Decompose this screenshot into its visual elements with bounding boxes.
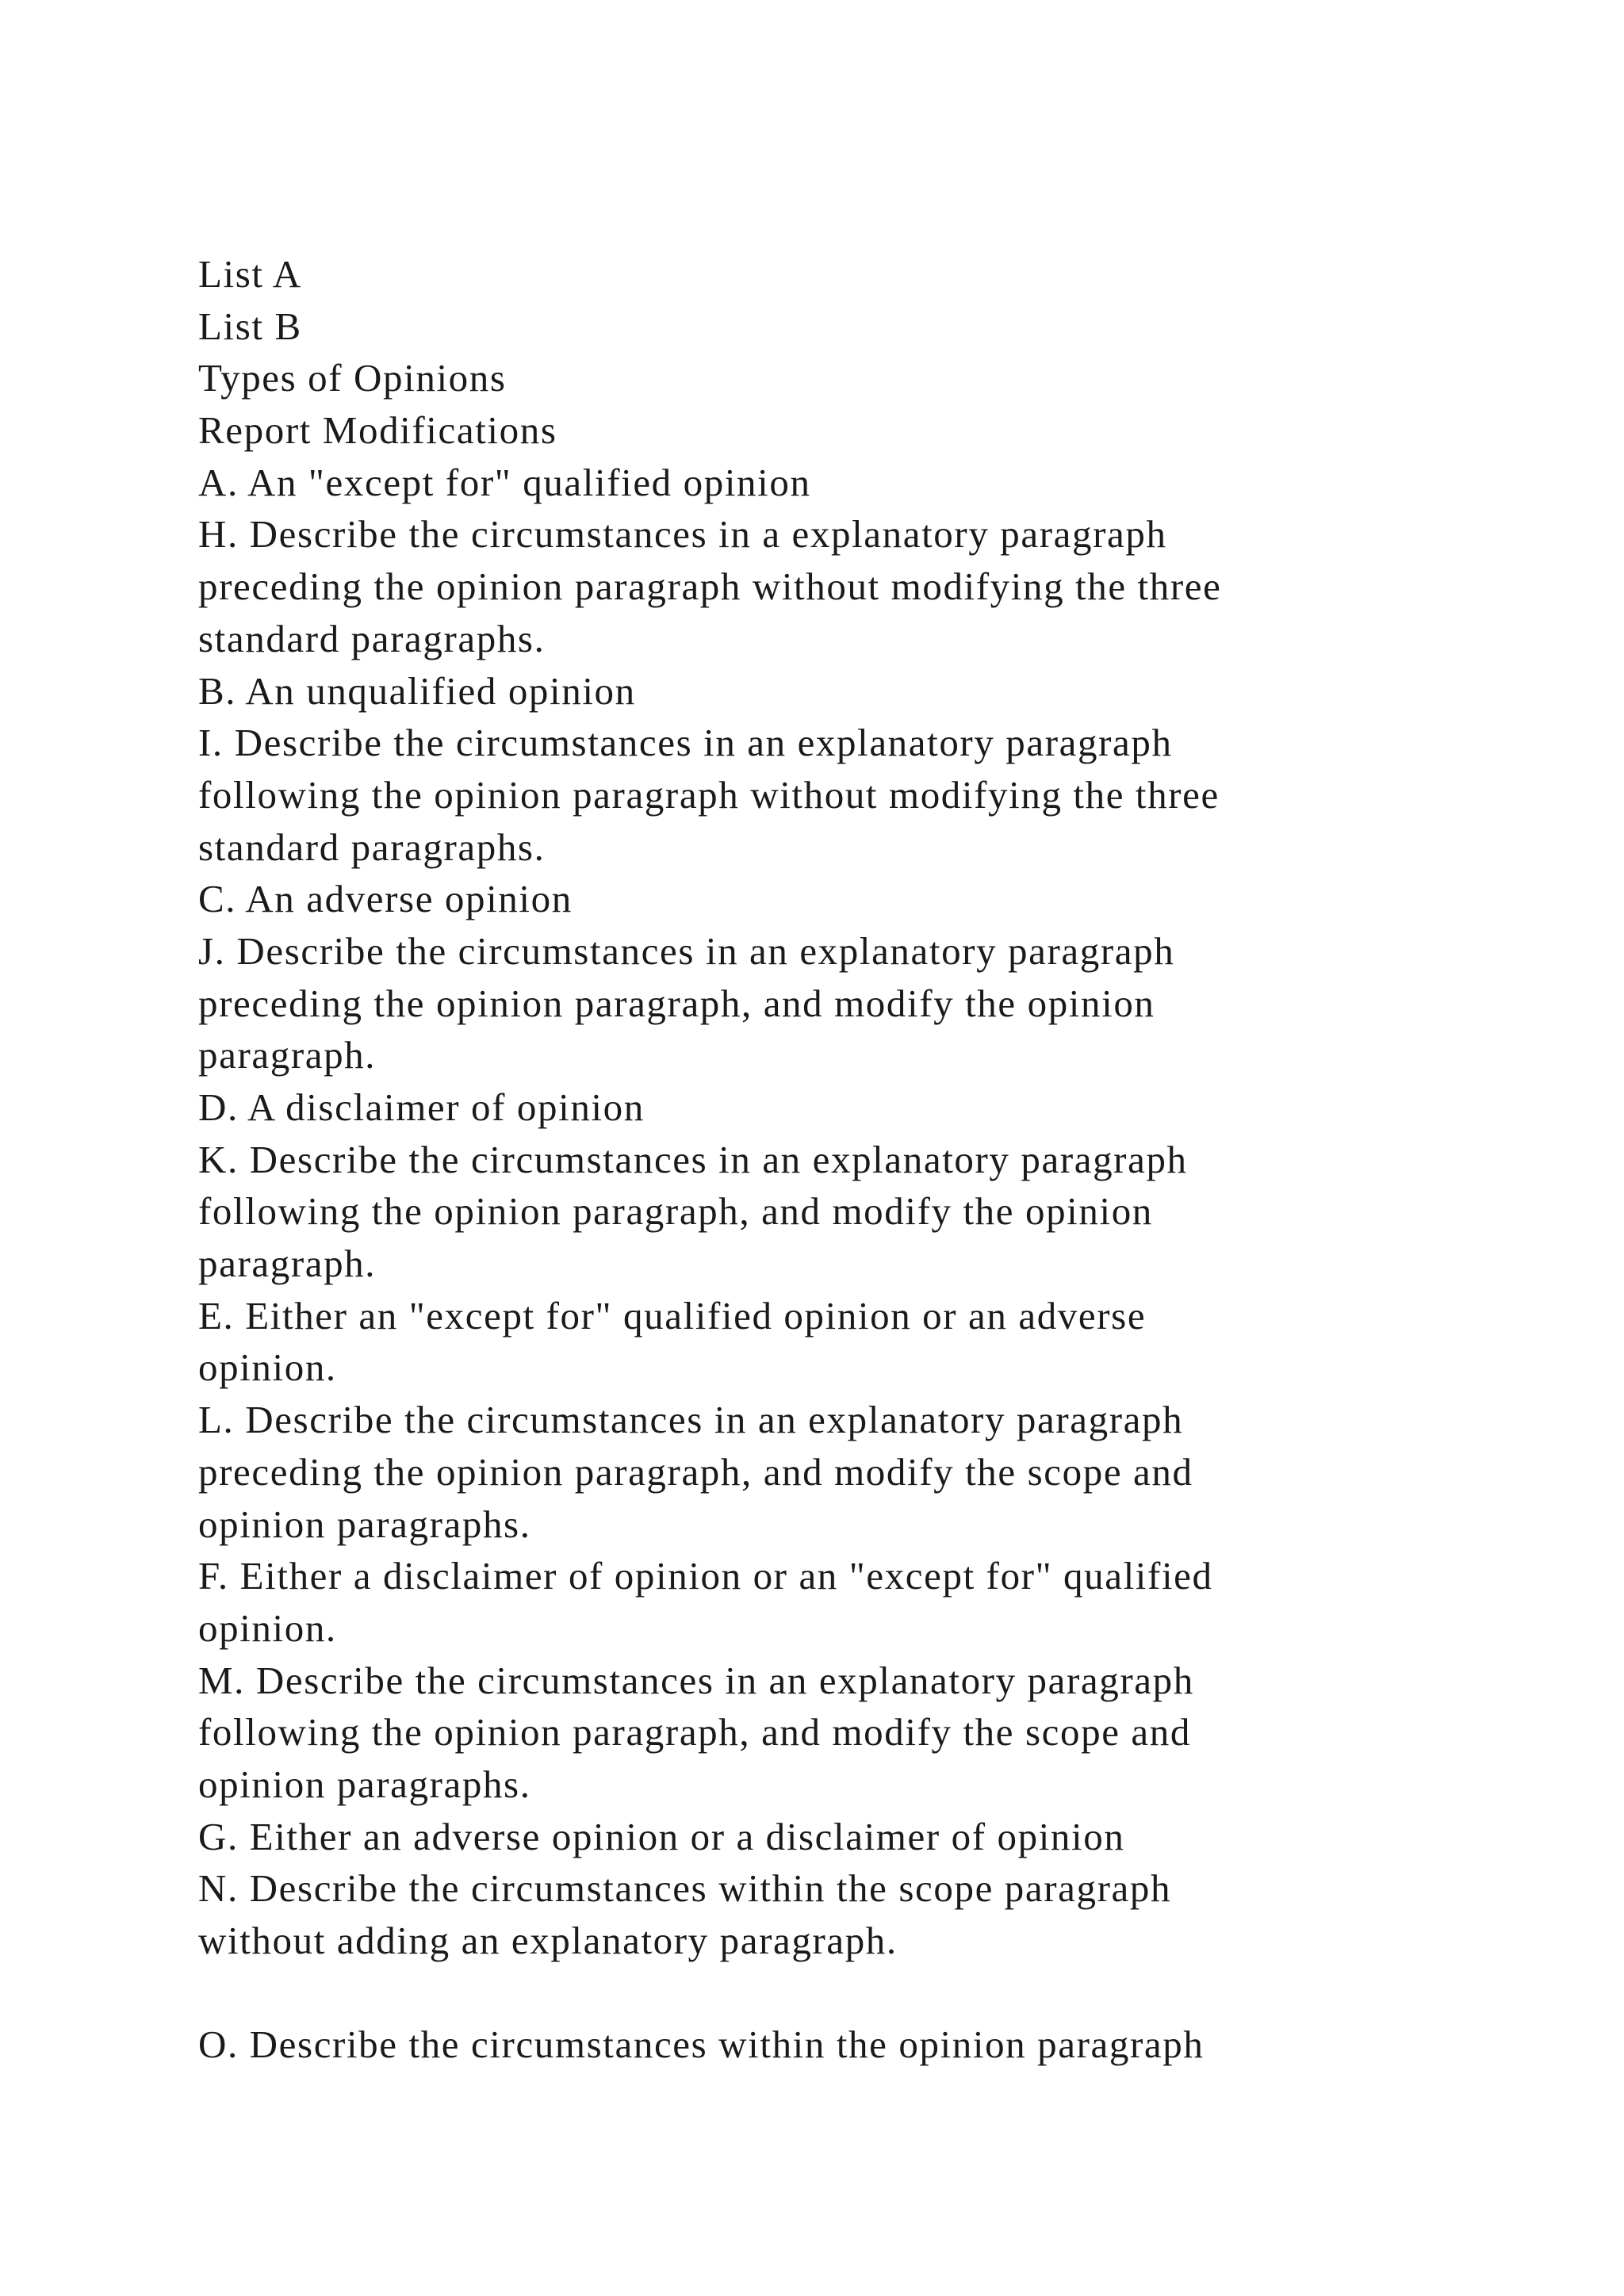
item-j-line-1: J. Describe the circumstances in an explanatory paragraph (198, 928, 1175, 973)
item-j-line-3: paragraph. (198, 1033, 377, 1077)
item-f-line-1: F. Either a disclaimer of opinion or an "except for" qualified (198, 1554, 1213, 1598)
item-g: G. Either an adverse opinion or a disclaimer of opinion (198, 1814, 1125, 1858)
report-modifications-heading: Report Modifications (198, 408, 557, 453)
item-n-line-1: N. Describe the circumstances within the scope paragraph (198, 1866, 1172, 1911)
item-h-line-1: H. Describe the circumstances in a explanatory paragraph (198, 512, 1167, 557)
item-l-line-2: preceding the opinion paragraph, and modify the scope and (198, 1449, 1193, 1494)
list-b-heading: List B (198, 304, 302, 348)
blank-line (198, 1967, 1594, 2019)
item-l-line-3: opinion paragraphs. (198, 1502, 531, 1546)
item-l-line-1: L. Describe the circumstances in an explanatory paragraph (198, 1398, 1184, 1442)
document-body (198, 248, 1594, 2071)
item-i-line-2: following the opinion paragraph without modifying the three (198, 772, 1220, 817)
item-f-line-2: opinion. (198, 1605, 337, 1650)
item-k-line-3: paragraph. (198, 1242, 377, 1286)
item-d: D. A disclaimer of opinion (198, 1085, 645, 1129)
item-k-line-1: K. Describe the circumstances in an explanatory paragraph (198, 1137, 1188, 1181)
item-c: C. An adverse opinion (198, 877, 573, 921)
item-m-line-2: following the opinion paragraph, and modify the scope and (198, 1710, 1191, 1755)
item-m-line-1: M. Describe the circumstances in an explanatory paragraph (198, 1658, 1194, 1702)
item-i-line-1: I. Describe the circumstances in an explanatory paragraph (198, 721, 1173, 765)
item-e-line-1: E. Either an "except for" qualified opinion or an adverse (198, 1293, 1147, 1337)
item-h-line-3: standard paragraphs. (198, 616, 546, 660)
item-o: O. Describe the circumstances within the opinion paragraph (198, 2022, 1205, 2067)
item-j-line-2: preceding the opinion paragraph, and modify the opinion (198, 981, 1155, 1025)
types-of-opinions-heading: Types of Opinions (198, 356, 507, 400)
item-h-line-2: preceding the opinion paragraph without modifying the three (198, 564, 1222, 609)
item-n-line-2: without adding an explanatory paragraph. (198, 1919, 898, 1962)
item-i-line-3: standard paragraphs. (198, 825, 546, 869)
list-a-heading: List A (198, 252, 302, 296)
item-a: A. An "except for" qualified opinion (198, 460, 811, 504)
item-e-line-2: opinion. (198, 1345, 337, 1390)
item-b: B. An unqualified opinion (198, 668, 636, 713)
item-m-line-3: opinion paragraphs. (198, 1762, 531, 1806)
item-k-line-2: following the opinion paragraph, and modify the opinion (198, 1189, 1153, 1234)
